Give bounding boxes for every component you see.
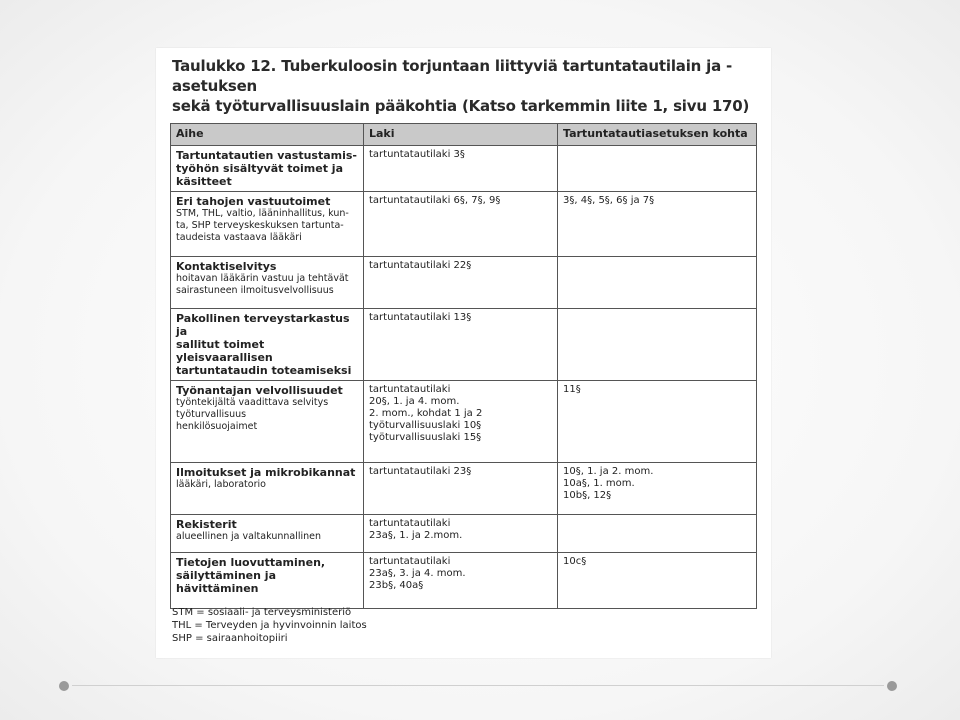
cell-aihe (171, 309, 364, 381)
cell-asetus (558, 192, 757, 257)
abbreviation-stm: STM = sosiaali- ja terveysministeriö (172, 607, 352, 618)
slide-dot-left (59, 681, 69, 691)
table-row (171, 309, 757, 381)
cell-asetus (558, 463, 757, 515)
topic-description: ta, SHP terveyskeskuksen tartunta- (176, 220, 344, 231)
table-row (171, 257, 757, 309)
table-row (171, 192, 757, 257)
table-row (171, 463, 757, 515)
cell-asetus (558, 515, 757, 553)
law-reference: tartuntatautilaki 22§ (369, 260, 472, 271)
abbreviation-thl: THL = Terveyden ja hyvinvoinnin laitos (172, 620, 367, 631)
caption-line-1: Taulukko 12. Tuberkuloosin torjuntaan liittyviä tartuntatautilain ja -asetuksen (172, 57, 733, 95)
topic-title: Rekisterit (176, 518, 237, 531)
topic-description: lääkäri, laboratorio (176, 479, 266, 490)
topic-title: käsitteet (176, 175, 232, 188)
decree-reference: 11§ (563, 384, 581, 395)
regulation-table (170, 123, 757, 609)
topic-title: Tartuntatautien vastustamis- (176, 149, 358, 162)
topic-description: työntekijältä vaadittava selvitys (176, 397, 329, 408)
topic-description: alueellinen ja valtakunnallinen (176, 531, 322, 542)
law-reference: työturvallisuuslaki 10§ (369, 420, 482, 431)
law-reference: tartuntatautilaki 6§, 7§, 9§ (369, 195, 501, 206)
decree-reference: 10c§ (563, 556, 587, 567)
table-caption (172, 56, 767, 116)
table-row (171, 381, 757, 463)
abbreviation-shp: SHP = sairaanhoitopiiri (172, 633, 288, 644)
header-aihe: Aihe (171, 124, 364, 146)
topic-description: sairastuneen ilmoitusvelvollisuus (176, 285, 334, 296)
abbreviation-list (172, 606, 367, 645)
topic-title: Eri tahojen vastuutoimet (176, 195, 331, 208)
topic-title: sallitut toimet yleisvaarallisen (176, 338, 273, 364)
cell-aihe (171, 553, 364, 609)
topic-description: työturvallisuus (176, 409, 247, 420)
cell-laki (364, 192, 558, 257)
decree-reference: 3§, 4§, 5§, 6§ ja 7§ (563, 195, 655, 206)
table-body (171, 146, 757, 609)
cell-laki (364, 381, 558, 463)
cell-asetus (558, 381, 757, 463)
header-laki: Laki (364, 124, 558, 146)
cell-aihe (171, 192, 364, 257)
law-reference: 23b§, 40a§ (369, 580, 424, 591)
topic-title: Pakollinen terveystarkastus ja (176, 312, 350, 338)
cell-asetus (558, 257, 757, 309)
law-reference: tartuntatautilaki (369, 384, 451, 395)
decree-reference: 10§, 1. ja 2. mom. (563, 466, 654, 477)
topic-description: hoitavan lääkärin vastuu ja tehtävät (176, 273, 349, 284)
law-reference: 2. mom., kohdat 1 ja 2 (369, 408, 483, 419)
header-asetus: Tartuntatautiasetuksen kohta (558, 124, 757, 146)
cell-laki (364, 257, 558, 309)
document-image (156, 48, 771, 658)
table-header-row (171, 124, 757, 146)
decree-reference: 10b§, 12§ (563, 490, 612, 501)
slide-dot-right (887, 681, 897, 691)
cell-aihe (171, 463, 364, 515)
cell-aihe (171, 381, 364, 463)
cell-asetus (558, 146, 757, 192)
law-reference: 20§, 1. ja 4. mom. (369, 396, 460, 407)
law-reference: tartuntatautilaki (369, 518, 451, 529)
cell-laki (364, 146, 558, 192)
law-reference: tartuntatautilaki 3§ (369, 149, 465, 160)
topic-description: taudeista vastaava lääkäri (176, 232, 302, 243)
law-reference: tartuntatautilaki 13§ (369, 312, 472, 323)
cell-laki (364, 553, 558, 609)
topic-title: Ilmoitukset ja mikrobikannat (176, 466, 356, 479)
cell-aihe (171, 146, 364, 192)
topic-title: Tietojen luovuttaminen, (176, 556, 326, 569)
decree-reference: 10a§, 1. mom. (563, 478, 635, 489)
table-row (171, 553, 757, 609)
topic-title: työhön sisältyvät toimet ja (176, 162, 343, 175)
cell-aihe (171, 515, 364, 553)
law-reference: työturvallisuuslaki 15§ (369, 432, 482, 443)
law-reference: tartuntatautilaki 23§ (369, 466, 472, 477)
law-reference: tartuntatautilaki (369, 556, 451, 567)
table-row (171, 515, 757, 553)
cell-laki (364, 463, 558, 515)
topic-description: henkilösuojaimet (176, 421, 258, 432)
cell-laki (364, 515, 558, 553)
cell-asetus (558, 553, 757, 609)
topic-title: säilyttäminen ja hävittäminen (176, 569, 276, 595)
topic-title: Työnantajan velvollisuudet (176, 384, 343, 397)
topic-title: Kontaktiselvitys (176, 260, 277, 273)
cell-aihe (171, 257, 364, 309)
table-row (171, 146, 757, 192)
topic-description: STM, THL, valtio, lääninhallitus, kun- (176, 208, 349, 219)
cell-laki (364, 309, 558, 381)
topic-title: tartuntataudin toteamiseksi (176, 364, 352, 377)
slide-divider (72, 685, 884, 686)
law-reference: 23a§, 3. ja 4. mom. (369, 568, 466, 579)
caption-line-2: sekä työturvallisuuslain pääkohtia (Katso tarkemmin liite 1, sivu 170) (172, 97, 750, 115)
law-reference: 23a§, 1. ja 2.mom. (369, 530, 463, 541)
cell-asetus (558, 309, 757, 381)
